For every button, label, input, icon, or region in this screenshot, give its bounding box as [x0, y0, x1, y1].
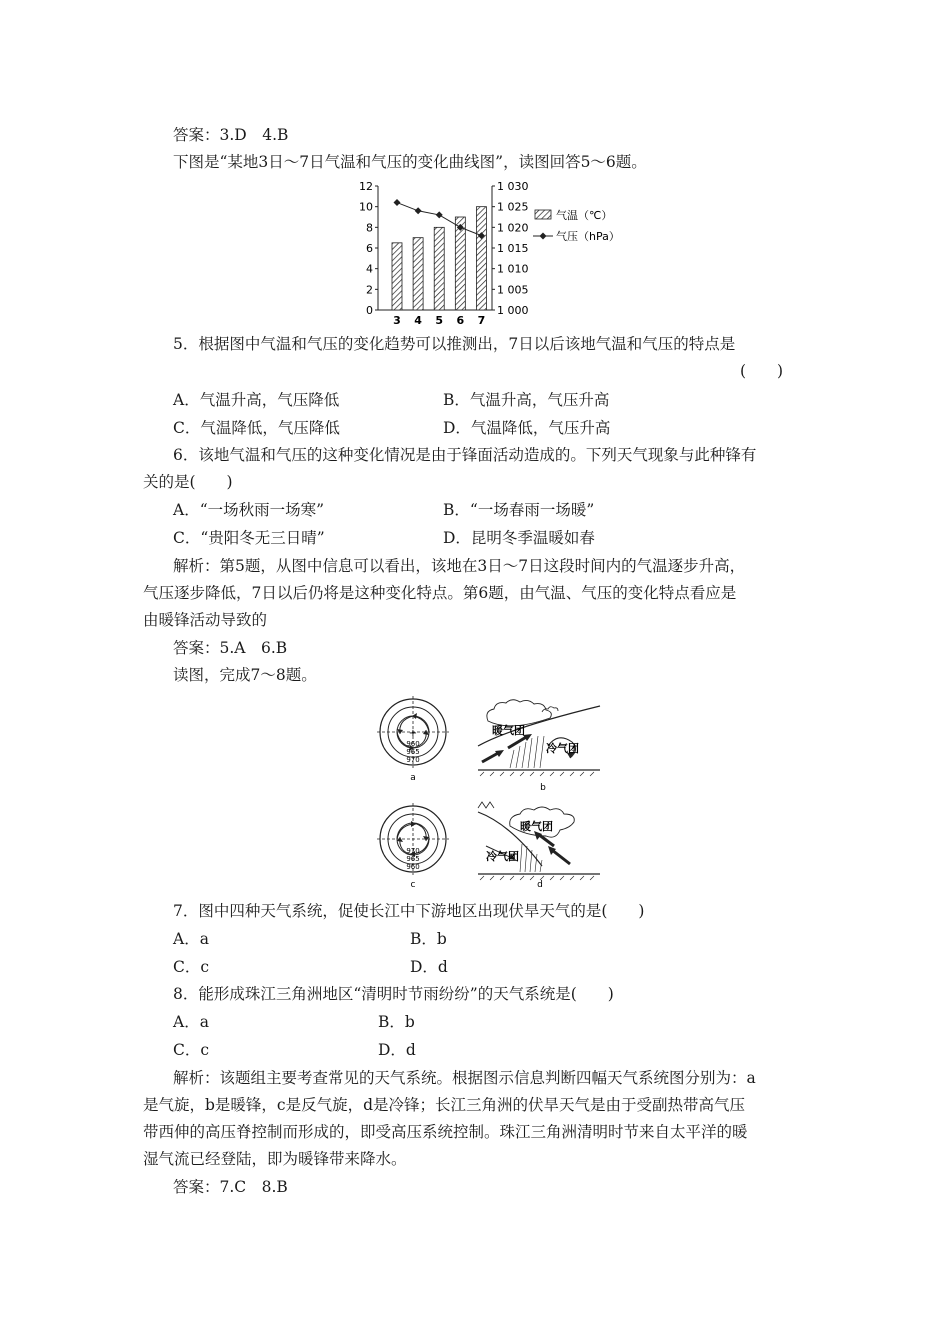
y-right-tick-label: 1 005: [497, 283, 529, 297]
y-left-tick-label: 2: [366, 283, 373, 297]
answer-3-4: 答案：3.D 4.B: [173, 126, 289, 144]
q6-option-d[interactable]: D．昆明冬季温暖如春: [443, 529, 595, 547]
q6-stem-line2: 关的是( ): [143, 473, 233, 491]
q5-paren: ( ): [740, 362, 784, 380]
warm-air-mass-d: 暖气团: [520, 820, 553, 833]
q6-option-a[interactable]: A．“一场秋雨一场寒”: [173, 501, 325, 519]
q8-option-a[interactable]: A．a: [173, 1013, 209, 1031]
q8-option-d[interactable]: D．d: [378, 1041, 416, 1059]
y-left-tick-label: 10: [359, 200, 373, 214]
cold-air-mass-b: 冷气团: [546, 742, 579, 755]
temperature-bar: [455, 217, 465, 310]
q8-stem: 8．能形成珠江三角洲地区“清明时节雨纷纷”的天气系统是( ): [173, 985, 614, 1003]
chart-intro: 下图是“某地3日～7日气温和气压的变化曲线图”，读图回答5～6题。: [173, 153, 647, 171]
y-right-tick-label: 1 000: [497, 304, 529, 317]
label-b: b: [540, 783, 546, 793]
isobar-a-1: 960: [406, 740, 420, 748]
label-c: c: [410, 880, 416, 890]
pressure-point: [415, 207, 422, 214]
q5-option-b[interactable]: B．气温升高，气压升高: [443, 391, 610, 409]
svg-text:+: +: [408, 728, 418, 739]
answer-7-8: 答案：7.C 8.B: [173, 1178, 288, 1196]
y-left-tick-label: 12: [359, 180, 373, 193]
warm-air-mass-b: 暖气团: [492, 724, 525, 737]
label-d: d: [537, 880, 543, 890]
q7-stem: 7．图中四种天气系统，促使长江中下游地区出现伏旱天气的是( ): [173, 902, 645, 920]
explanation-2-line2: 是气旋，b是暖锋，c是反气旋，d是冷锋；长江三角洲的伏旱天气是由于受副热带高气压: [143, 1096, 746, 1114]
y-left-tick-label: 0: [366, 304, 373, 317]
q8-option-b[interactable]: B．b: [378, 1013, 415, 1031]
explanation-1-line1: 解析：第5题，从图中信息可以看出，该地在3日～7日这段时间内的气温逐步升高，: [173, 557, 746, 575]
y-right-tick-label: 1 025: [497, 200, 529, 214]
x-tick-label: 4: [414, 314, 422, 327]
explanation-2-line4: 湿气流已经登陆，即为暖锋带来降水。: [143, 1150, 407, 1168]
pressure-point: [394, 199, 401, 206]
temperature-bar: [434, 227, 444, 310]
q5-option-c[interactable]: C．气温降低，气压降低: [173, 419, 340, 437]
x-tick-label: 7: [477, 314, 486, 327]
y-left-tick-label: 6: [366, 242, 373, 255]
q5-option-d[interactable]: D．气温降低，气压升高: [443, 419, 611, 437]
isobar-a-2: 965: [406, 748, 420, 756]
y-left-tick-label: 4: [366, 262, 373, 276]
legend-pressure-label: 气压（hPa）: [556, 230, 620, 243]
isobar-c-1: 970: [406, 847, 420, 855]
q6-stem-line1: 6．该地气温和气压的这种变化情况是由于锋面活动造成的。下列天气现象与此种锋有: [173, 446, 757, 464]
cyclone-diagram-a: [377, 696, 449, 783]
x-tick-label: 6: [456, 314, 465, 327]
explanation-2-line3: 带西伸的高压脊控制而形成的，即受高压系统控制。珠江三角洲清明时节来自太平洋的暖: [143, 1123, 748, 1141]
pressure-point: [436, 211, 443, 218]
legend-temperature-label: 气温（℃）: [556, 209, 613, 222]
anticyclone-diagram-c: [377, 803, 449, 890]
temperature-bar: [392, 243, 402, 310]
isobar-c-3: 960: [406, 863, 420, 871]
temperature-bar: [476, 207, 486, 310]
q5-stem: 5．根据图中气温和气压的变化趋势可以推测出，7日以后该地气温和气压的特点是: [173, 335, 736, 353]
temperature-bar: [413, 238, 423, 310]
explanation-2-line1: 解析：该题组主要考查常见的天气系统。根据图示信息判断四幅天气系统图分别为：a: [173, 1069, 756, 1087]
explanation-1-line3: 由暖锋活动导致的: [143, 611, 268, 629]
y-right-tick-label: 1 015: [497, 242, 529, 255]
isobar-c-2: 965: [406, 855, 420, 863]
temperature-pressure-chart: [350, 178, 630, 330]
weather-systems-figure: [360, 696, 620, 896]
explanation-1-line2: 气压逐步降低，7日以后仍将是这种变化特点。第6题，由气温、气压的变化特点看应是: [143, 584, 737, 602]
x-tick-label: 3: [393, 314, 401, 327]
legend-pressure-marker: [540, 233, 547, 240]
q6-option-b[interactable]: B．“一场春雨一场暖”: [443, 501, 595, 519]
q7-option-c[interactable]: C．c: [173, 958, 210, 976]
isobar-a-3: 970: [406, 756, 420, 764]
q8-option-c[interactable]: C．c: [173, 1041, 210, 1059]
q7-option-a[interactable]: A．a: [173, 930, 209, 948]
label-a: a: [410, 773, 416, 783]
q6-option-c[interactable]: C．“贵阳冬无三日晴”: [173, 529, 325, 547]
y-right-tick-label: 1 020: [497, 221, 529, 235]
y-left-tick-label: 8: [366, 221, 373, 235]
answer-5-6: 答案：5.A 6.B: [173, 639, 288, 657]
figure-intro: 读图，完成7～8题。: [173, 666, 317, 684]
y-right-tick-label: 1 010: [497, 262, 529, 276]
q7-option-b[interactable]: B．b: [410, 930, 447, 948]
cold-front-diagram-d: [478, 802, 600, 890]
q5-option-a[interactable]: A．气温升高，气压降低: [173, 391, 340, 409]
y-right-tick-label: 1 030: [497, 180, 529, 193]
warm-front-diagram-b: [478, 700, 600, 793]
cold-air-mass-d: 冷气团: [486, 850, 519, 863]
q7-option-d[interactable]: D．d: [410, 958, 448, 976]
x-tick-label: 5: [435, 314, 444, 327]
legend-temperature-swatch: [535, 210, 551, 219]
